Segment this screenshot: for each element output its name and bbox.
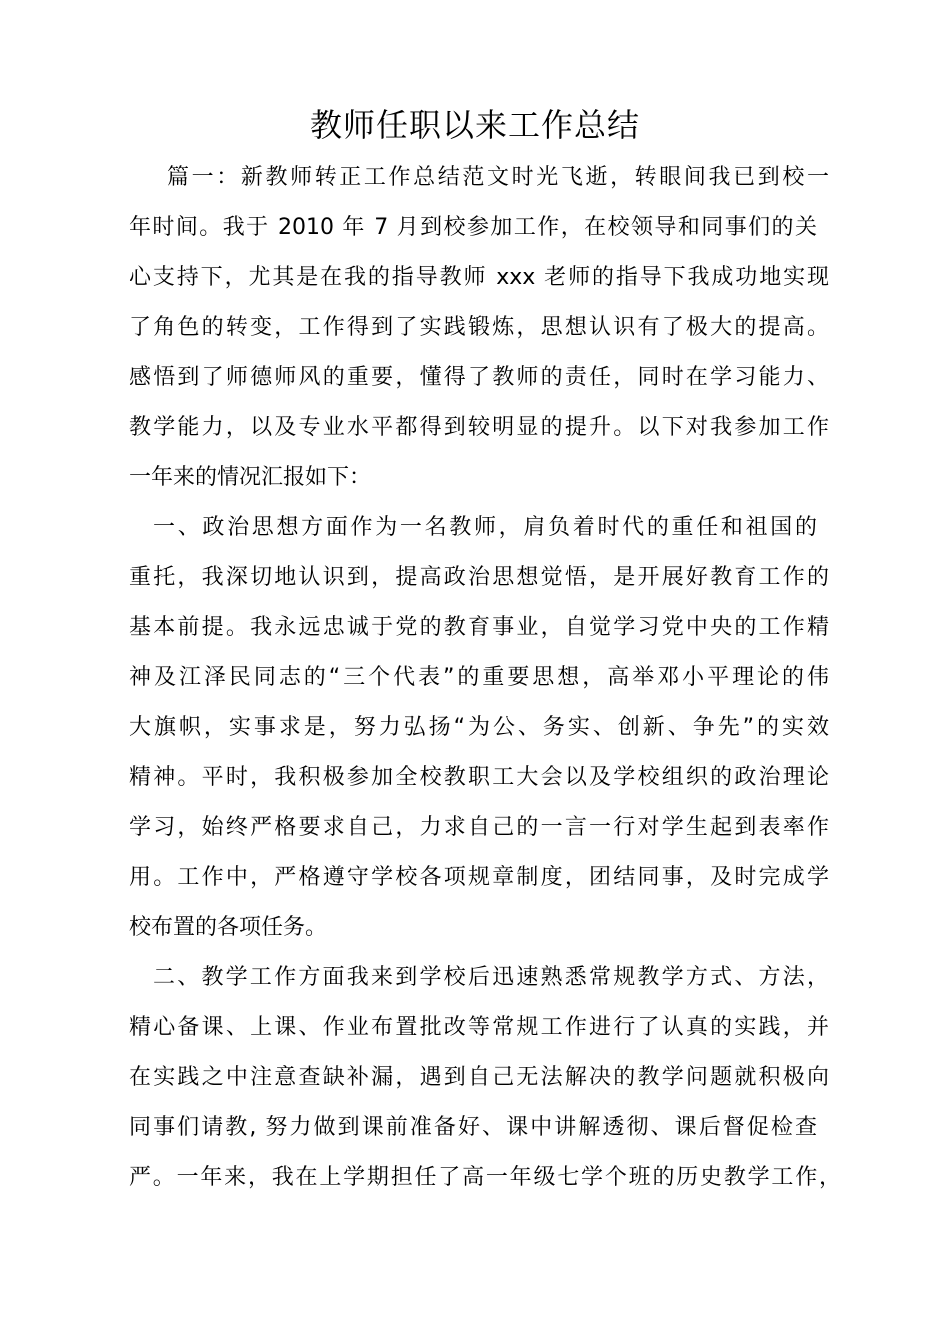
paragraph-line: 基本前提。我永远忠诚于党的教育事业，自觉学习党中央的工作精 [129,615,829,640]
paragraph-line: 篇一：新教师转正工作总结范文时光飞逝，转眼间我已到校一 [167,165,829,190]
paragraph-line: 心支持下，尤其是在我的指导教师 xxx 老师的指导下我成功地实现 [129,265,829,290]
paragraph-line: 年时间。我于 2010 年 7 月到校参加工作，在校领导和同事们的关 [129,215,817,240]
paragraph-line: 重托，我深切地认识到，提高政治思想觉悟，是开展好教育工作的 [129,565,829,590]
paragraph-line: 一年来的情况汇报如下： [129,465,372,490]
paragraph-line: 严。一年来，我在上学期担任了高一年级七学个班的历史教学工作， [129,1165,841,1190]
paragraph-line: 二、教学工作方面我来到学校后迅速熟悉常规教学方式、方法， [153,965,829,990]
paragraph-line: 在实践之中注意查缺补漏，遇到自己无法解决的教学问题就积极向 [129,1065,829,1090]
paragraph-line: 神及江泽民同志的“三个代表”的重要思想，高举邓小平理论的伟 [129,665,829,690]
paragraph-line: 学习，始终严格要求自己，力求自己的一言一行对学生起到表率作 [129,815,829,840]
paragraph-line: 同事们请教, 努力做到课前准备好、课中讲解透彻、课后督促检查 [129,1115,817,1140]
paragraph-line: 一、政治思想方面作为一名教师，肩负着时代的重任和祖国的 [153,515,817,540]
document-title: 教师任职以来工作总结 [309,106,640,144]
paragraph-line: 大旗帜，实事求是，努力弘扬“为公、务实、创新、争先”的实效 [129,715,829,740]
paragraph-line: 校布置的各项任务。 [129,915,328,940]
paragraph-line: 用。工作中，严格遵守学校各项规章制度，团结同事，及时完成学 [129,865,829,890]
paragraph-line: 教学能力，以及专业水平都得到较明显的提升。以下对我参加工作 [129,415,829,440]
paragraph-line: 了角色的转变，工作得到了实践锻炼，思想认识有了极大的提高。 [129,315,829,340]
paragraph-line: 精神。平时，我积极参加全校教职工大会以及学校组织的政治理论 [129,765,829,790]
paragraph-line: 精心备课、上课、作业布置批改等常规工作进行了认真的实践，并 [129,1015,829,1040]
paragraph-line: 感悟到了师德师风的重要，懂得了教师的责任，同时在学习能力、 [129,365,829,390]
